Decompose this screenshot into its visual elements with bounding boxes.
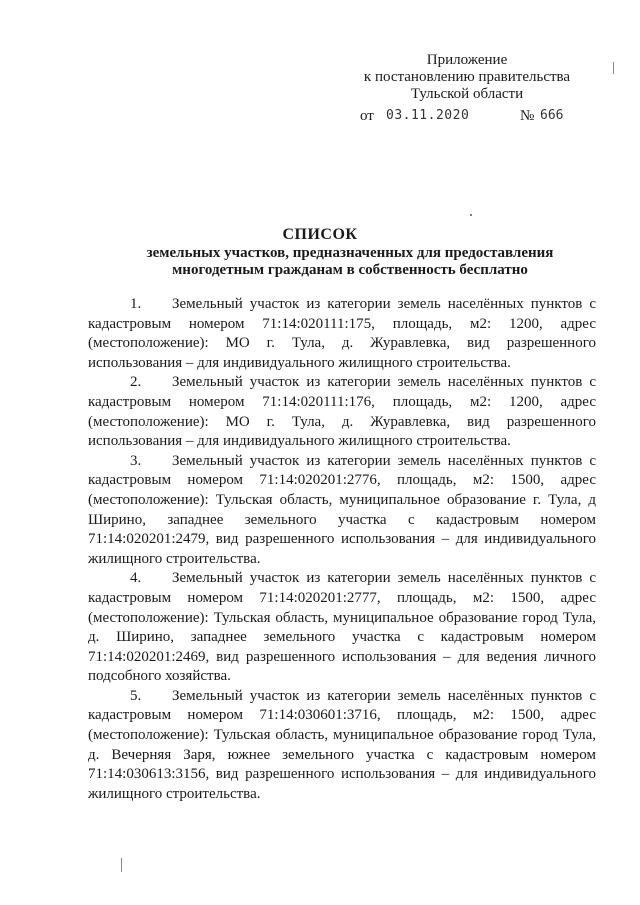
item-number: 4.	[130, 570, 142, 587]
date-number-line	[360, 108, 580, 126]
land-plot-list	[88, 295, 596, 804]
list-item	[88, 569, 596, 687]
item-text: Земельный участок из категории земель населённых пунктов с кадастровым номером 71:14:020111:175, площадь, м2: 1200, адрес (местоположение): МО г. Тула, д. Журавлевка, вид разрешенного использования – для индивидуального жилищного строительства.	[88, 296, 596, 371]
document-date: 03.11.2020	[386, 108, 470, 123]
subtitle-line-2: многодетным гражданам в собственность бесплатно	[172, 262, 528, 278]
item-text: Земельный участок из категории земель населённых пунктов с кадастровым номером 71:14:020201:2777, площадь, м2: 1500, адрес (местоположение): Тульская область, муниципальное образование город Тула, д. Ширино, западнее земельного участка с кадастровым номером 71:14:020201:2469, вид разрешенного использования – для ведения личного подсобного хозяйства.	[88, 570, 596, 685]
list-item	[88, 687, 596, 805]
region-name: Тульской области	[410, 86, 524, 102]
appendix-label: Приложение	[426, 52, 508, 68]
document-subtitle	[120, 245, 580, 279]
item-text: Земельный участок из категории земель населённых пунктов с кадастровым номером 71:14:030601:3716, площадь, м2: 1500, адрес (местоположение): Тульская область, муниципальное образование город Тула, д. Вечерняя Заря, южнее земельного участка с кадастровым номером 71:14:030613:3156, вид разрешенного использования – для индивидуального жилищного строительства.	[88, 687, 596, 802]
appendix-header	[352, 52, 582, 103]
list-item	[88, 373, 596, 451]
item-number: 1.	[130, 296, 142, 312]
list-item	[88, 295, 596, 373]
scan-artifact-line	[613, 62, 614, 74]
number-label: №	[520, 108, 535, 124]
resolution-reference: к постановлению правительства	[363, 69, 571, 85]
subtitle-line-1: земельных участков, предназначенных для предоставления	[146, 245, 554, 261]
item-number: 2.	[130, 374, 142, 391]
document-number: 666	[540, 108, 564, 123]
item-text: Земельный участок из категории земель населённых пунктов с кадастровым номером 71:14:020201:2776, площадь, м2: 1500, адрес (местоположение): Тульская область, муниципальное образование г. Тула, д Ширино, западнее земельного участка с кадастровым номером 71:14:020201:2479, вид разрешенного использования – для индивидуального жилищного строительства.	[88, 452, 596, 567]
list-item	[88, 452, 596, 570]
item-text: Земельный участок из категории земель населённых пунктов с кадастровым номером 71:14:020111:176, площадь, м2: 1200, адрес (местоположение): МО г. Тула, д. Журавлевка, вид разрешенного использования – для индивидуального жилищного строительства.	[88, 374, 596, 450]
document-title: СПИСОК	[282, 226, 358, 243]
scan-artifact-dot	[470, 214, 472, 216]
from-label: от	[360, 108, 374, 124]
item-number: 3.	[130, 452, 142, 469]
scan-artifact-line	[121, 858, 122, 872]
item-number: 5.	[130, 687, 142, 704]
